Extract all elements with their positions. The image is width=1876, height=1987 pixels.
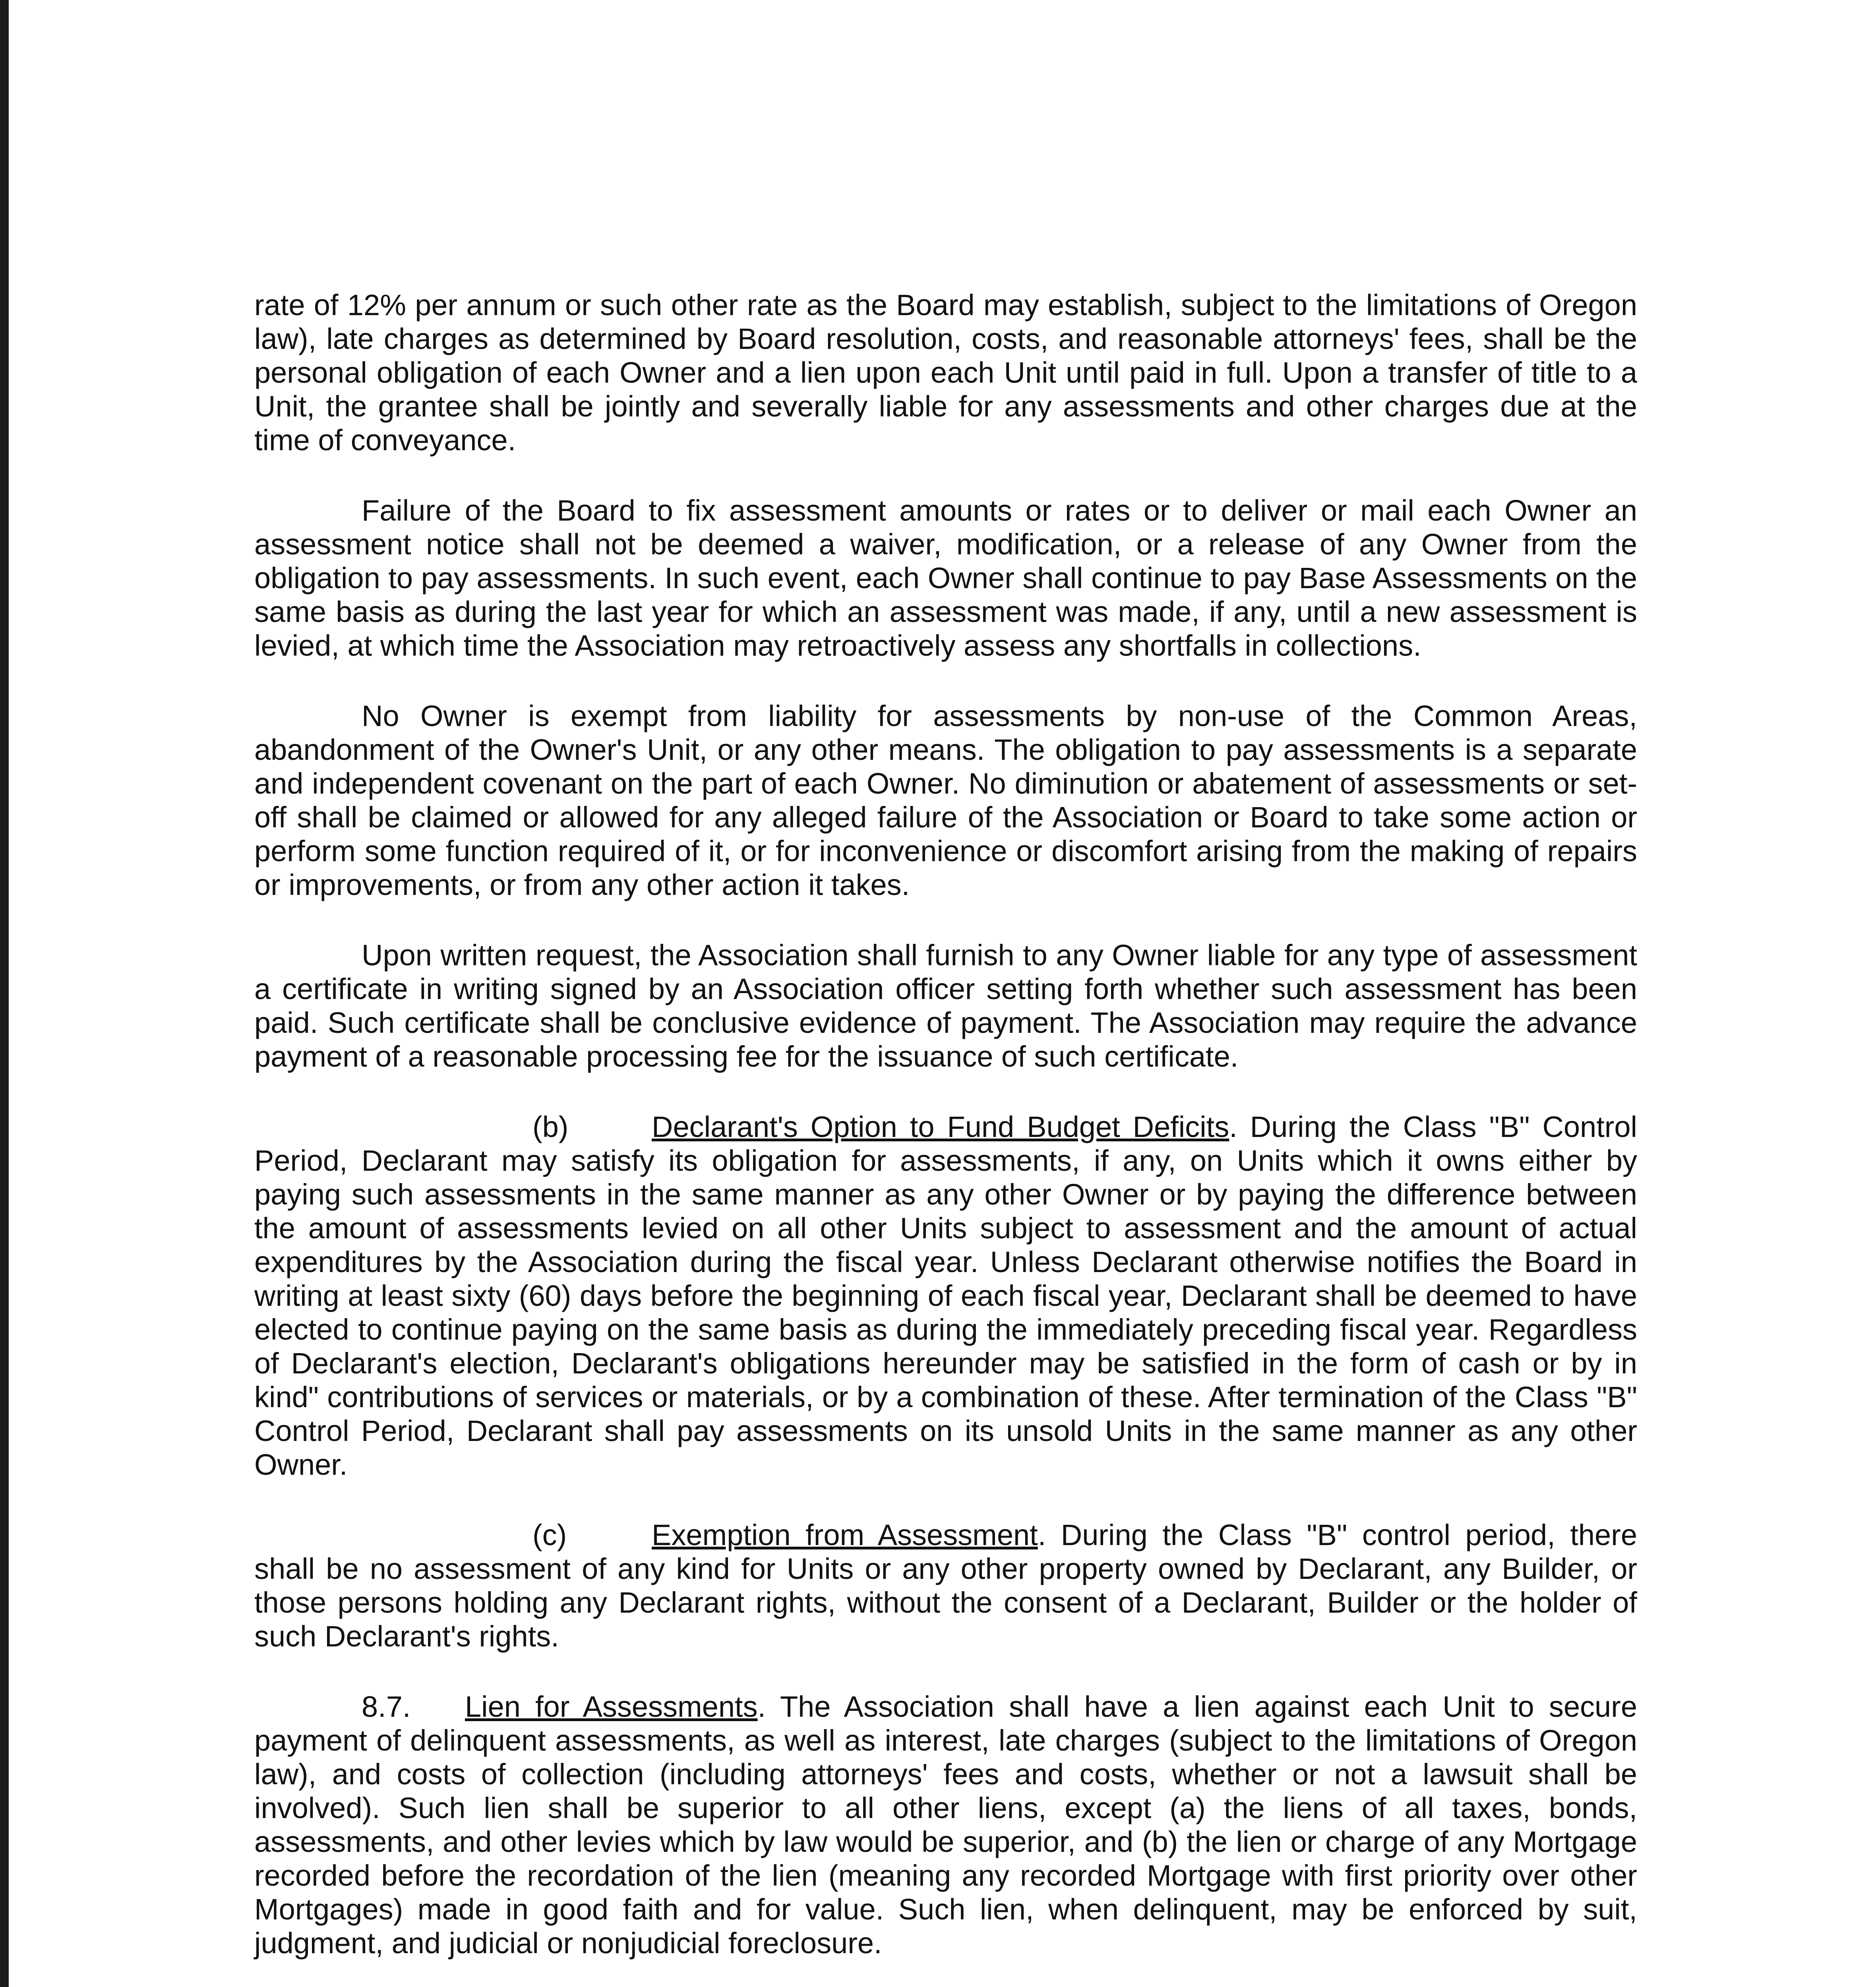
subsection-b-label: (b) bbox=[532, 1110, 569, 1143]
section-8-7-number: 8.7. bbox=[362, 1690, 411, 1723]
section-8-7 bbox=[254, 1690, 1637, 1960]
subsection-c bbox=[254, 1518, 1637, 1653]
paragraph-board-failure: Failure of the Board to fix assessment amounts or rates or to deliver or mail each Owner an assessment notice shall not be deemed a waiver, modification, or a release of any Owner from the obligation to pay assessments. In such event, each Owner shall continue to pay Base Assessments on the same basis as during the last year for which an assessment was made, if any, until a new assessment is levied, at which time the Association may retroactively assess any shortfalls in collections. bbox=[254, 494, 1637, 662]
subsection-b bbox=[254, 1110, 1637, 1482]
scan-left-border bbox=[0, 0, 9, 1987]
paragraph-continuation: rate of 12% per annum or such other rate as the Board may establish, subject to the limitations of Oregon law), late charges as determined by Board resolution, costs, and reasonable attorneys' fees, shall be the personal obligation of each Owner and a lien upon each Unit until paid in full. Upon a transfer of title to a Unit, the grantee shall be jointly and severally liable for any assessments and other charges due at the time of conveyance. bbox=[254, 289, 1637, 457]
section-8-7-body: . The Association shall have a lien against each Unit to secure payment of delinquent assessments, as well as interest, late charges (subject to the limitations of Oregon law), and costs of collection (including attorneys' fees and costs, whether or not a lawsuit shall be involved). Such lien shall be superior to all other liens, except (a) the liens of all taxes, bonds, assessments, and other levies which by law would be superior, and (b) the lien or charge of any Mortgage recorded before the recordation of the lien (meaning any recorded Mortgage with first priority over other Mortgages) made in good faith and for value. Such lien, when delinquent, may be enforced by suit, judgment, and judicial or nonjudicial foreclosure. bbox=[254, 1690, 1637, 1960]
subsection-b-heading: Declarant's Option to Fund Budget Deficits bbox=[652, 1110, 1229, 1143]
subsection-c-heading: Exemption from Assessment bbox=[652, 1518, 1038, 1551]
subsection-c-body: . During the Class "B" control period, there shall be no assessment of any kind for Units or any other property owned by Declarant, any Builder, or those persons holding any Declarant rights, without the consent of a Declarant, Builder or the holder of such Declarant's rights. bbox=[254, 1518, 1637, 1653]
section-8-7-heading: Lien for Assessments bbox=[465, 1690, 758, 1723]
subsection-c-label: (c) bbox=[532, 1518, 567, 1551]
subsection-b-body: . During the Class "B" Control Period, Declarant may satisfy its obligation for assessments, if any, on Units which it owns either by paying such assessments in the same manner as any other Owner or by paying the difference between the amount of assessments levied on all other Units subject to assessment and the amount of actual expenditures by the Association during the fiscal year. Unless Declarant otherwise notifies the Board in writing at least sixty (60) days before the beginning of each fiscal year, Declarant shall be deemed to have elected to continue paying on the same basis as during the immediately preceding fiscal year. Regardless of Declarant's election, Declarant's obligations hereunder may be satisfied in the form of cash or by in kind" contributions of services or materials, or by a combination of these. After termination of the Class "B" Control Period, Declarant shall pay assessments on its unsold Units in the same manner as any other Owner. bbox=[254, 1110, 1637, 1481]
paragraph-certificate: Upon written request, the Association shall furnish to any Owner liable for any type of assessment a certificate in writing signed by an Association officer setting forth whether such assessment has been paid. Such certificate shall be conclusive evidence of payment. The Association may require the advance payment of a reasonable processing fee for the issuance of such certificate. bbox=[254, 939, 1637, 1073]
document-body bbox=[254, 288, 1637, 1987]
paragraph-no-exemption: No Owner is exempt from liability for assessments by non-use of the Common Areas, abandonment of the Owner's Unit, or any other means. The obligation to pay assessments is a separate and independent covenant on the part of each Owner. No diminution or abatement of assessments or set-off shall be claimed or allowed for any alleged failure of the Association or Board to take some action or perform some function required of it, or for inconvenience or discomfort arising from the making of repairs or improvements, or from any other action it takes. bbox=[254, 699, 1637, 901]
